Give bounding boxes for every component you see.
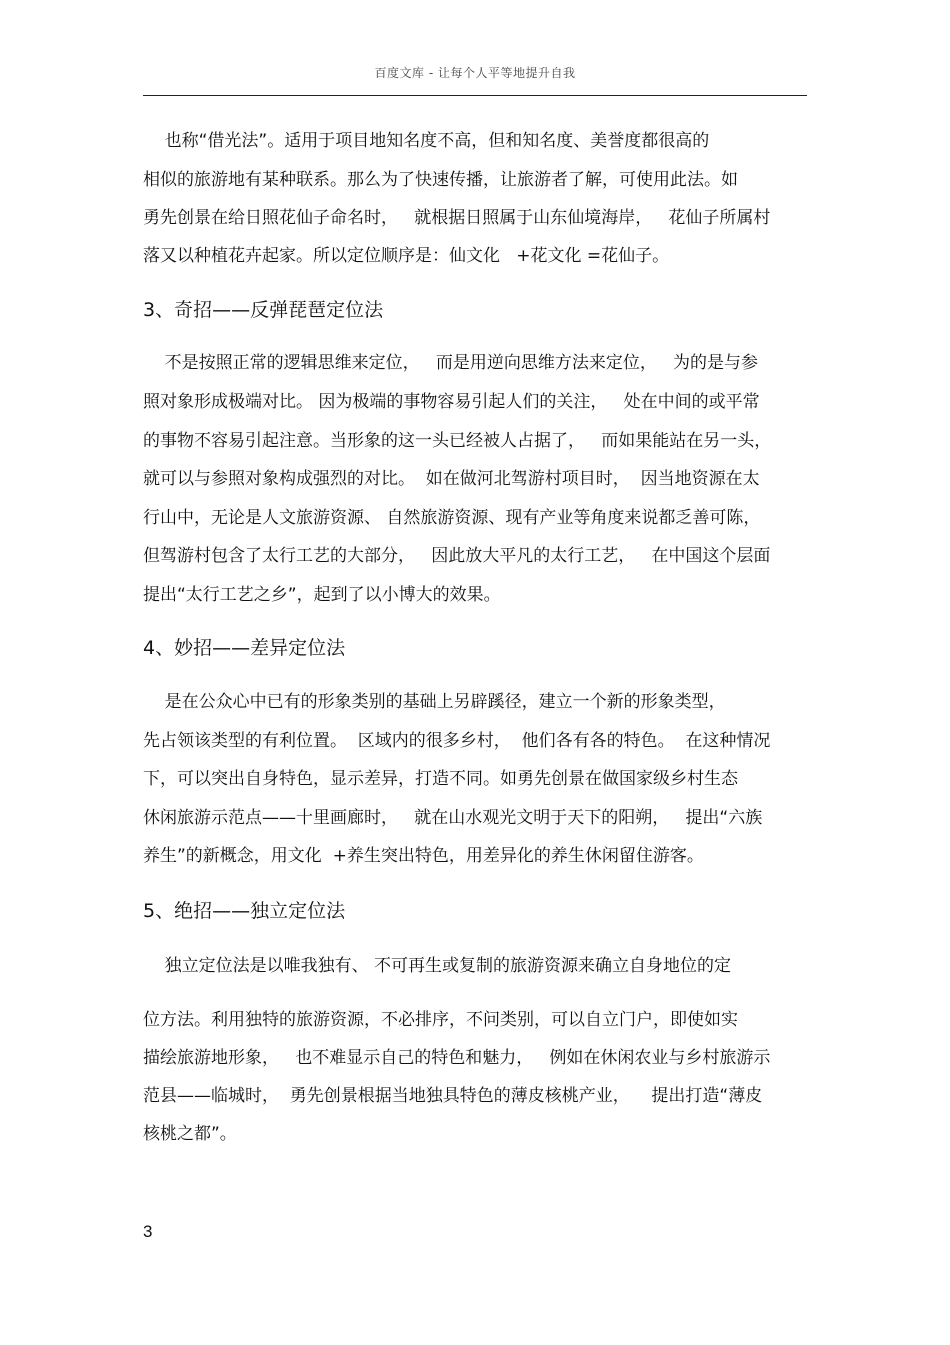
paragraph-line: 不是按照正常的逻辑思维来定位， 而是用逆向思维方法来定位， 为的是与参 xyxy=(143,353,759,373)
paragraph-line: 勇先创景在给日照花仙子命名时， 就根据日照属于山东仙境海岸， 花仙子所属村 xyxy=(143,208,771,228)
page-header: 百度文库 - 让每个人平等地提升自我 xyxy=(374,66,576,80)
paragraph-line: 先占领该类型的有利位置。 区域内的很多乡村， 他们各有各的特色。 在这种情况 xyxy=(143,731,771,751)
paragraph-line: 养生”的新概念，用文化 +养生突出特色，用差异化的养生休闲留住游客。 xyxy=(143,846,704,866)
paragraph-line: 照对象形成极端对比。 因为极端的事物容易引起人们的关注， 处在中间的或平常 xyxy=(143,392,760,412)
section-heading: 5、绝招——独立定位法 xyxy=(143,900,346,922)
paragraph-line: 落又以种植花卉起家。所以定位顺序是：仙文化 +花文化 =花仙子。 xyxy=(143,246,670,266)
paragraph-line: 也称“借光法”。适用于项目地知名度不高，但和知名度、美誉度都很高的 xyxy=(143,131,710,151)
paragraph-line: 位方法。利用独特的旅游资源，不必排序，不问类别，可以自立门户，即使如实 xyxy=(143,1010,738,1030)
page-number: 3 xyxy=(143,1222,153,1241)
paragraph-line: 就可以与参照对象构成强烈的对比。 如在做河北驾游村项目时， 因当地资源在太 xyxy=(143,469,760,489)
paragraph-line: 但驾游村包含了太行工艺的大部分， 因此放大平凡的太行工艺， 在中国这个层面 xyxy=(143,546,771,566)
section-heading: 4、妙招——差异定位法 xyxy=(143,637,346,659)
paragraph-line: 提出“太行工艺之乡”，起到了以小博大的效果。 xyxy=(143,585,501,605)
paragraph-line: 核桃之都”。 xyxy=(143,1124,237,1144)
paragraph-line: 独立定位法是以唯我独有、 不可再生或复制的旅游资源来确立自身地位的定 xyxy=(143,956,732,976)
paragraph-line: 描绘旅游地形象， 也不难显示自己的特色和魅力， 例如在休闲农业与乡村旅游示 xyxy=(143,1048,771,1068)
paragraph-line: 行山中，无论是人文旅游资源、 自然旅游资源、现有产业等角度来说都乏善可陈， xyxy=(143,508,761,528)
paragraph-line: 相似的旅游地有某种联系。那么为了快速传播，让旅游者了解，可使用此法。如 xyxy=(143,170,738,190)
paragraph-line: 范县——临城时， 勇先创景根据当地独具特色的薄皮核桃产业， 提出打造“薄皮 xyxy=(143,1086,763,1106)
paragraph-line: 下，可以突出自身特色，显示差异，打造不同。如勇先创景在做国家级乡村生态 xyxy=(143,769,738,789)
paragraph-line: 是在公众心中已有的形象类别的基础上另辟蹊径，建立一个新的形象类型， xyxy=(143,692,726,712)
section-heading: 3、奇招——反弹琵琶定位法 xyxy=(143,299,384,321)
paragraph-line: 的事物不容易引起注意。当形象的这一头已经被人占据了， 而如果能站在另一头， xyxy=(143,431,772,451)
header-divider xyxy=(143,95,807,96)
paragraph-line: 休闲旅游示范点——十里画廊时， 就在山水观光文明于天下的阳朔， 提出“六族 xyxy=(143,808,763,828)
